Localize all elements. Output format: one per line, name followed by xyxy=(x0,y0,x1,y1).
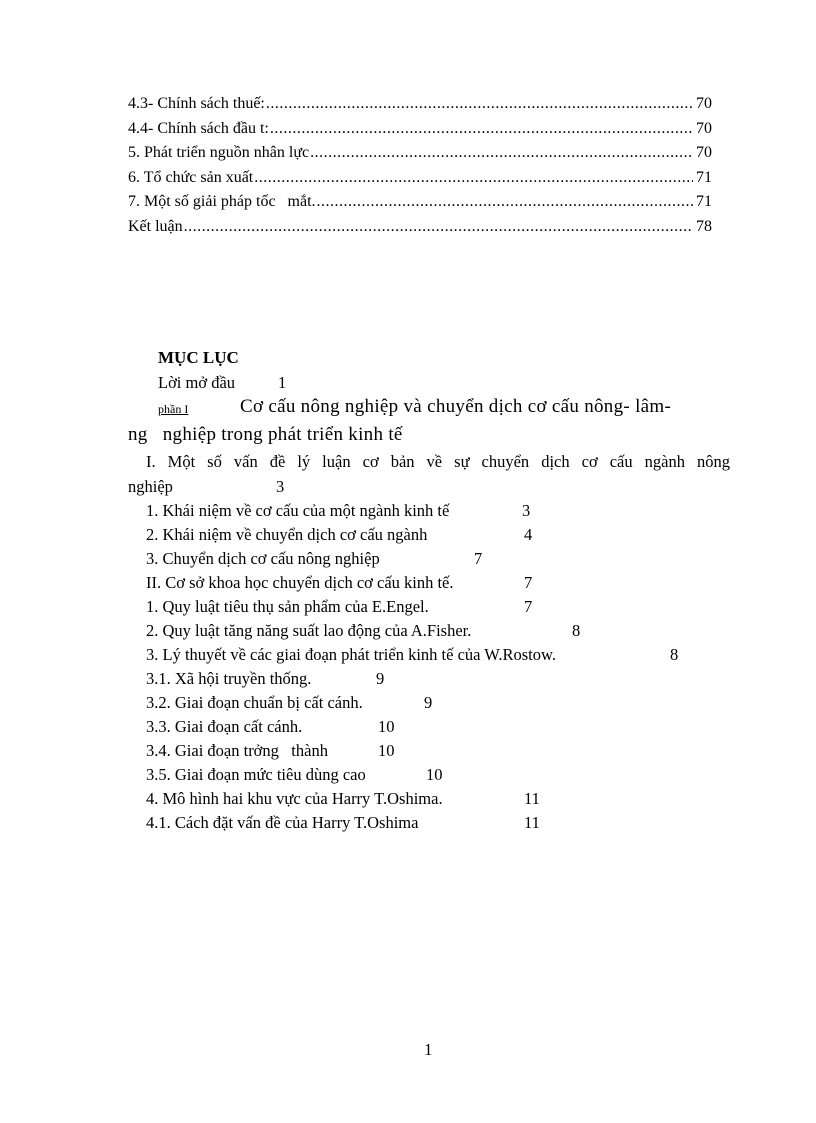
muc-luc-title: MỤC LỤC xyxy=(158,348,239,367)
toc-item: 3. Chuyển dịch cơ cấu nông nghiệp xyxy=(146,549,380,568)
toc-item: 3. Lý thuyết về các giai đoạn phát triển kinh tế của W.Rostow. xyxy=(146,645,556,664)
toc-item: 2. Quy luật tăng năng suất lao động của A.Fisher. xyxy=(146,621,472,640)
toc-entry-page: 70 xyxy=(696,95,712,112)
toc-item-page: 10 xyxy=(378,717,395,736)
toc-item-page: 7 xyxy=(524,573,533,592)
toc-item: 3.2. Giai đoạn chuẩn bị cất cánh. xyxy=(146,693,363,712)
toc-item: 1. Khái niệm về cơ cấu của một ngành kinh tế xyxy=(146,501,450,520)
page-number: 1 xyxy=(424,1040,433,1059)
toc-entry-page: 78 xyxy=(696,217,712,235)
toc-item-page: 11 xyxy=(524,813,540,832)
toc-item-page: 10 xyxy=(426,765,443,784)
loi-mo-dau-entry: Lời mở đầu xyxy=(158,373,236,392)
toc-item-page: 7 xyxy=(474,549,483,568)
toc-item: 3.1. Xã hội truyền thống. xyxy=(146,669,312,688)
toc-entry xyxy=(128,144,712,169)
toc-entry xyxy=(128,218,712,243)
dot-leader xyxy=(270,120,693,138)
toc-item-page: 10 xyxy=(378,741,395,760)
toc-entry xyxy=(128,120,712,145)
toc-item-page: 9 xyxy=(376,669,385,688)
toc-entry xyxy=(128,95,712,120)
toc-entry-page: 71 xyxy=(696,193,712,210)
toc-entry-title: 6. Tổ chức sản xuất xyxy=(128,168,254,186)
toc-item-page: 4 xyxy=(524,525,533,544)
toc-entry-page: 70 xyxy=(696,119,712,137)
section-i-page: 3 xyxy=(276,477,285,496)
phan-title-line1: Cơ cấu nông nghiệp và chuyển dịch cơ cấu nông- lâm- xyxy=(240,396,672,417)
toc-item-page: 11 xyxy=(524,789,540,808)
section-i-line1: I. Một số vấn đề lý luận cơ bản về sự chuyển dịch cơ cấu ngành nông xyxy=(146,452,730,471)
toc-entry-page: 71 xyxy=(696,168,712,186)
dot-leader xyxy=(310,144,693,162)
toc-entry-title: 4.4- Chính sách đầu t: xyxy=(128,119,269,137)
toc-entry-title: 7. Một số giải pháp tốc mắt. xyxy=(128,193,316,210)
toc-item: 4.1. Cách đặt vấn đề của Harry T.Oshima xyxy=(146,813,419,832)
toc-entry-title: 5. Phát triển nguồn nhân lực xyxy=(128,144,310,161)
toc-entry-page: 70 xyxy=(696,144,712,161)
toc-item-page: 3 xyxy=(522,501,531,520)
dot-leader xyxy=(254,169,693,187)
toc-entry xyxy=(128,193,712,218)
loi-mo-dau-page: 1 xyxy=(278,373,287,392)
phan-label: phần I xyxy=(158,402,189,416)
toc-item: 3.5. Giai đoạn mức tiêu dùng cao xyxy=(146,765,366,784)
toc-item: 4. Mô hình hai khu vực của Harry T.Oshima. xyxy=(146,789,443,808)
toc-item: II. Cơ sở khoa học chuyển dịch cơ cấu kinh tế. xyxy=(146,573,454,592)
toc-item-page: 7 xyxy=(524,597,533,616)
table-of-contents-continued xyxy=(128,95,712,242)
dot-leader xyxy=(317,193,693,211)
toc-item: 3.3. Giai đoạn cất cánh. xyxy=(146,717,303,736)
toc-item-page: 8 xyxy=(572,621,581,640)
dot-leader xyxy=(184,218,693,236)
toc-item: 3.4. Giai đoạn trởng thành xyxy=(146,741,328,760)
toc-entry xyxy=(128,169,712,194)
dot-leader xyxy=(266,95,693,113)
toc-entry-title: Kết luận xyxy=(128,217,183,235)
toc-item: 2. Khái niệm về chuyển dịch cơ cấu ngành xyxy=(146,525,428,544)
toc-item-page: 8 xyxy=(670,645,679,664)
section-i-line2: nghiệp xyxy=(128,477,173,496)
toc-item: 1. Quy luật tiêu thụ sản phẩm của E.Engel. xyxy=(146,597,429,616)
toc-item-page: 9 xyxy=(424,693,433,712)
toc-entry-title: 4.3- Chính sách thuế: xyxy=(128,95,265,112)
phan-title-line2: ng nghiệp trong phát triển kinh tế xyxy=(128,424,403,445)
